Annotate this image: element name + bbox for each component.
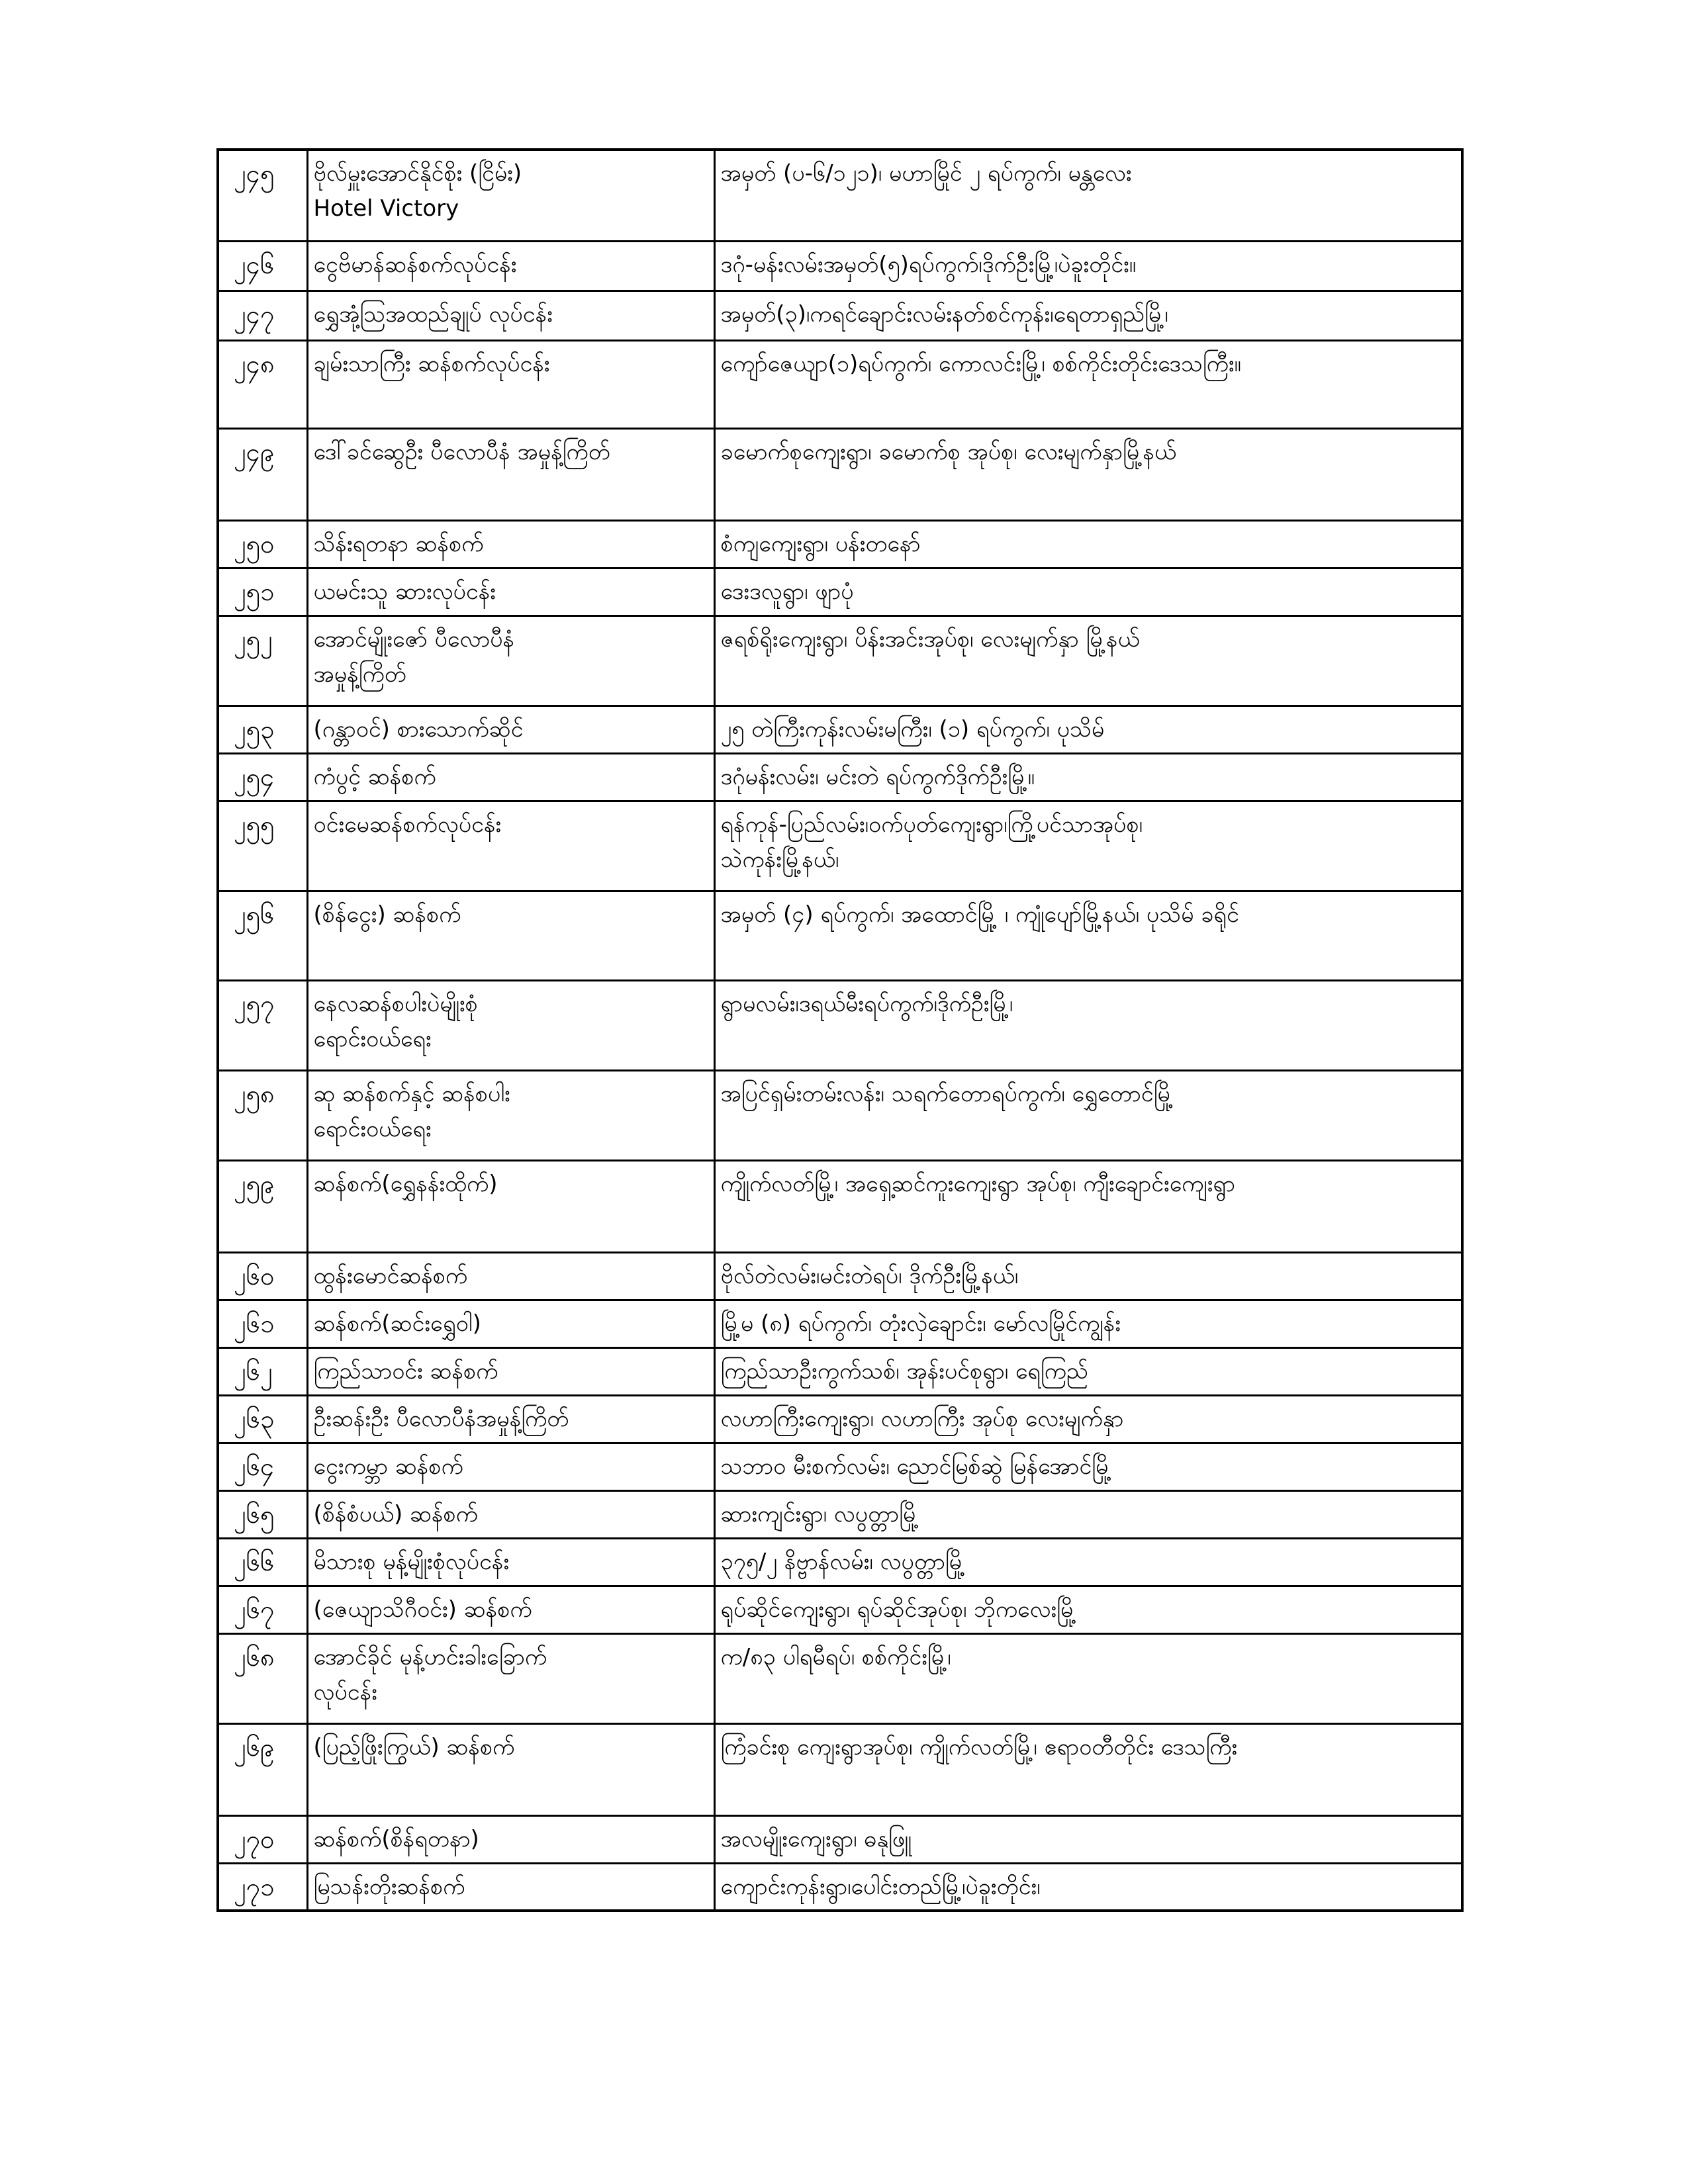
row-number-cell: ၂၆၉: [218, 1723, 307, 1815]
table-row: [218, 1395, 1462, 1443]
table-row: [218, 753, 1462, 801]
table-row: [218, 1300, 1462, 1347]
table-row: [218, 568, 1462, 615]
table-row: [218, 241, 1462, 291]
row-number-cell: ၂၆၇: [218, 1586, 307, 1633]
business-name-cell: ကံပွင့် ဆန်စက်: [307, 753, 714, 801]
row-number-cell: ၂၇၀: [218, 1815, 307, 1863]
business-name-cell: အောင်ခိုင် မုန့်ဟင်းခါးခြောက် လုပ်ငန်း: [307, 1633, 714, 1723]
business-name-cell: ဆန်စက်(ရွှေနန်းထိုက်): [307, 1160, 714, 1252]
business-name-cell: အောင်မျိုးဇော် ပီလောပီနံ အမှုန့်ကြိတ်: [307, 615, 714, 705]
table-row: [218, 705, 1462, 753]
table-row: [218, 428, 1462, 520]
address-cell: အမှတ်(၃)၊ကရင်ချောင်းလမ်းနတ်စင်ကုန်း၊ရေတာရှည်မြို့၊: [714, 291, 1462, 340]
business-name-cell: (ဇေယျာသိဂီဝင်း) ဆန်စက်: [307, 1586, 714, 1633]
row-number-cell: ၂၅၁: [218, 568, 307, 615]
row-number-cell: ၂၅၂: [218, 615, 307, 705]
business-name-cell: နေလဆန်စပါးပဲမျိုးစုံ ရောင်းဝယ်ရေး: [307, 980, 714, 1070]
table-row: [218, 1863, 1462, 1911]
business-name-cell: ဗိုလ်မှူးအောင်နိုင်စိုး (ငြိမ်း) Hotel Victory: [307, 150, 714, 241]
row-number-cell: ၂၄၈: [218, 340, 307, 428]
business-name-cell: ကြည်သာဝင်း ဆန်စက်: [307, 1347, 714, 1395]
row-number-cell: ၂၄၅: [218, 150, 307, 241]
business-name-cell: ထွန်းမောင်ဆန်စက်: [307, 1252, 714, 1300]
address-cell: ဒေးဒလူရွာ၊ ဖျာပုံ: [714, 568, 1462, 615]
table-row: [218, 615, 1462, 705]
address-cell: ခမောက်စုကျေးရွာ၊ ခမောက်စု အုပ်စု၊ လေးမျက်နှာမြို့နယ်: [714, 428, 1462, 520]
address-cell: ဆားကျင်းရွာ၊ လပွတ္တာမြို့: [714, 1490, 1462, 1538]
row-number-cell: ၂၆၅: [218, 1490, 307, 1538]
row-number-cell: ၂၆၄: [218, 1443, 307, 1490]
address-cell: သဘာဝ မီးစက်လမ်း၊ ညောင်မြစ်ဆွဲ မြန်အောင်မြို့: [714, 1443, 1462, 1490]
business-name-cell: (ဂန္တာဝင်) စားသောက်ဆိုင်: [307, 705, 714, 753]
row-number-cell: ၂၅၈: [218, 1070, 307, 1160]
table-row: [218, 1160, 1462, 1252]
business-name-cell: (ပြည့်ဖြိုးကြွယ်) ဆန်စက်: [307, 1723, 714, 1815]
table-row: [218, 1252, 1462, 1300]
address-cell: ၃၇၅/၂ နိဗ္ဗာန်လမ်း၊ လပွတ္တာမြို့: [714, 1538, 1462, 1586]
address-cell: လဟာကြီးကျေးရွာ၊ လဟာကြီး အုပ်စု လေးမျက်နှာ: [714, 1395, 1462, 1443]
address-cell: ၂၅ တဲကြီးကုန်းလမ်းမကြီး၊ (၁) ရပ်ကွက်၊ ပုသိမ်: [714, 705, 1462, 753]
address-cell: ဒဂုံ-မန်းလမ်းအမှတ်(၅)ရပ်ကွက်၊ဒိုက်ဦးမြို့၊ပဲခူးတိုင်း။: [714, 241, 1462, 291]
address-cell: ကျောင်းကုန်းရွာ၊ပေါင်းတည်မြို့၊ပဲခူးတိုင်း၊: [714, 1863, 1462, 1911]
table-row: [218, 291, 1462, 340]
table-row: [218, 1586, 1462, 1633]
address-cell: အလမျိုးကျေးရွာ၊ ဓနုဖြူ: [714, 1815, 1462, 1863]
table-row: [218, 1723, 1462, 1815]
record-table-body: [218, 150, 1462, 1911]
row-number-cell: ၂၆၈: [218, 1633, 307, 1723]
table-row: [218, 1815, 1462, 1863]
business-name-cell: ဝင်းမေဆန်စက်လုပ်ငန်း: [307, 801, 714, 891]
business-name-cell: သိန်းရတနာ ဆန်စက်: [307, 520, 714, 568]
table-row: [218, 150, 1462, 241]
row-number-cell: ၂၅၀: [218, 520, 307, 568]
business-name-cell: (စိန်စံပယ်) ဆန်စက်: [307, 1490, 714, 1538]
table-row: [218, 1443, 1462, 1490]
business-name-cell: ယမင်းသူ ဆားလုပ်ငန်း: [307, 568, 714, 615]
row-number-cell: ၂၆၃: [218, 1395, 307, 1443]
address-cell: အပြင်ရှမ်းတမ်းလန်း၊ သရက်တောရပ်ကွက်၊ ရွှေတောင်မြို့: [714, 1070, 1462, 1160]
business-name-cell: ဒေါ်ခင်ဆွေဦး ပီလောပီနံ အမှုန့်ကြိတ်: [307, 428, 714, 520]
business-name-cell: မိသားစု မုန့်မျိုးစုံလုပ်ငန်း: [307, 1538, 714, 1586]
address-cell: ကျိုက်လတ်မြို့၊ အရှေ့ဆင်ကူးကျေးရွာ အုပ်စု၊ ကျီးချောင်းကျေးရွာ: [714, 1160, 1462, 1252]
business-name-cell: ဆု ဆန်စက်နှင့် ဆန်စပါး ရောင်းဝယ်ရေး: [307, 1070, 714, 1160]
table-row: [218, 1347, 1462, 1395]
table-row: [218, 520, 1462, 568]
table-row: [218, 1633, 1462, 1723]
table-row: [218, 1070, 1462, 1160]
address-cell: ကျော်ဇေယျာ(၁)ရပ်ကွက်၊ ကောလင်းမြို့၊ စစ်ကိုင်းတိုင်းဒေသကြီး။: [714, 340, 1462, 428]
address-cell: ဗိုလ်တဲလမ်း၊မင်းတဲရပ်၊ ဒိုက်ဦးမြို့နယ်၊: [714, 1252, 1462, 1300]
row-number-cell: ၂၅၅: [218, 801, 307, 891]
business-name-cell: ငွေးကမ္ဘာ ဆန်စက်: [307, 1443, 714, 1490]
table-row: [218, 891, 1462, 980]
address-cell: ရုပ်ဆိုင်ကျေးရွာ၊ ရုပ်ဆိုင်အုပ်စု၊ ဘိုကလေးမြို့: [714, 1586, 1462, 1633]
business-name-cell: ရွှေအုံ့သြအထည်ချုပ် လုပ်ငန်း: [307, 291, 714, 340]
row-number-cell: ၂၇၁: [218, 1863, 307, 1911]
business-name-cell: ငွေဗိမာန်ဆန်စက်လုပ်ငန်း: [307, 241, 714, 291]
row-number-cell: ၂၄၇: [218, 291, 307, 340]
table-row: [218, 1538, 1462, 1586]
business-name-cell: မြသန်းတိုးဆန်စက်: [307, 1863, 714, 1911]
address-cell: ရန်ကုန်-ပြည်လမ်း၊ဝက်ပုတ်ကျေးရွာ၊ကြို့ပင်သာအုပ်စု၊ သဲကုန်းမြို့နယ်၊: [714, 801, 1462, 891]
address-cell: မြို့မ (၈) ရပ်ကွက်၊ တုံးလှဲချောင်း၊ မော်လမြိုင်ကျွန်း: [714, 1300, 1462, 1347]
address-cell: ရွာမလမ်း၊ဒရယ်မီးရပ်ကွက်၊ဒိုက်ဦးမြို့၊: [714, 980, 1462, 1070]
row-number-cell: ၂၅၆: [218, 891, 307, 980]
business-name-cell: ချမ်းသာကြီး ဆန်စက်လုပ်ငန်း: [307, 340, 714, 428]
table-row: [218, 980, 1462, 1070]
address-cell: ဇရစ်ရိုးကျေးရွာ၊ ပိန်းအင်းအုပ်စု၊ လေးမျက်နှာ မြို့နယ်: [714, 615, 1462, 705]
address-cell: အမှတ် (၄) ရပ်ကွက်၊ အထောင်မြို့ ၊ ကျုံပျော်မြို့နယ်၊ ပုသိမ် ခရိုင်: [714, 891, 1462, 980]
business-name-cell: ဆန်စက်(ဆင်းရွှေဝါ): [307, 1300, 714, 1347]
address-cell: အမှတ် (ပ-၆/၁၂၁)၊ မဟာမြိုင် ၂ ရပ်ကွက်၊ မန္တလေး: [714, 150, 1462, 241]
row-number-cell: ၂၆၂: [218, 1347, 307, 1395]
row-number-cell: ၂၅၇: [218, 980, 307, 1070]
business-name-cell: (စိန်ငွေး) ဆန်စက်: [307, 891, 714, 980]
row-number-cell: ၂၅၃: [218, 705, 307, 753]
row-number-cell: ၂၆၀: [218, 1252, 307, 1300]
address-cell: ဒဂုံမန်းလမ်း၊ မင်းတဲ ရပ်ကွက်ဒိုက်ဦးမြို့။: [714, 753, 1462, 801]
row-number-cell: ၂၄၉: [218, 428, 307, 520]
row-number-cell: ၂၄၆: [218, 241, 307, 291]
record-table: [216, 148, 1464, 1912]
address-cell: ကြံခင်းစု ကျေးရွာအုပ်စု၊ ကျိုက်လတ်မြို့၊ ဧရာဝတီတိုင်း ဒေသကြီး: [714, 1723, 1462, 1815]
row-number-cell: ၂၅၉: [218, 1160, 307, 1252]
row-number-cell: ၂၆၆: [218, 1538, 307, 1586]
table-row: [218, 340, 1462, 428]
business-name-cell: ဆန်စက်(စိန်ရတနာ): [307, 1815, 714, 1863]
table-row: [218, 801, 1462, 891]
business-name-cell: ဦးဆန်းဦး ပီလောပီနံအမှုန့်ကြိတ်: [307, 1395, 714, 1443]
table-row: [218, 1490, 1462, 1538]
row-number-cell: ၂၅၄: [218, 753, 307, 801]
address-cell: စံကျကျေးရွာ၊ ပန်းတနော်: [714, 520, 1462, 568]
row-number-cell: ၂၆၁: [218, 1300, 307, 1347]
address-cell: ကြည်သာဦးကွက်သစ်၊ အုန်းပင်စုရွာ၊ ရေကြည်: [714, 1347, 1462, 1395]
address-cell: က/၈၃ ပါရမီရပ်၊ စစ်ကိုင်းမြို့၊: [714, 1633, 1462, 1723]
